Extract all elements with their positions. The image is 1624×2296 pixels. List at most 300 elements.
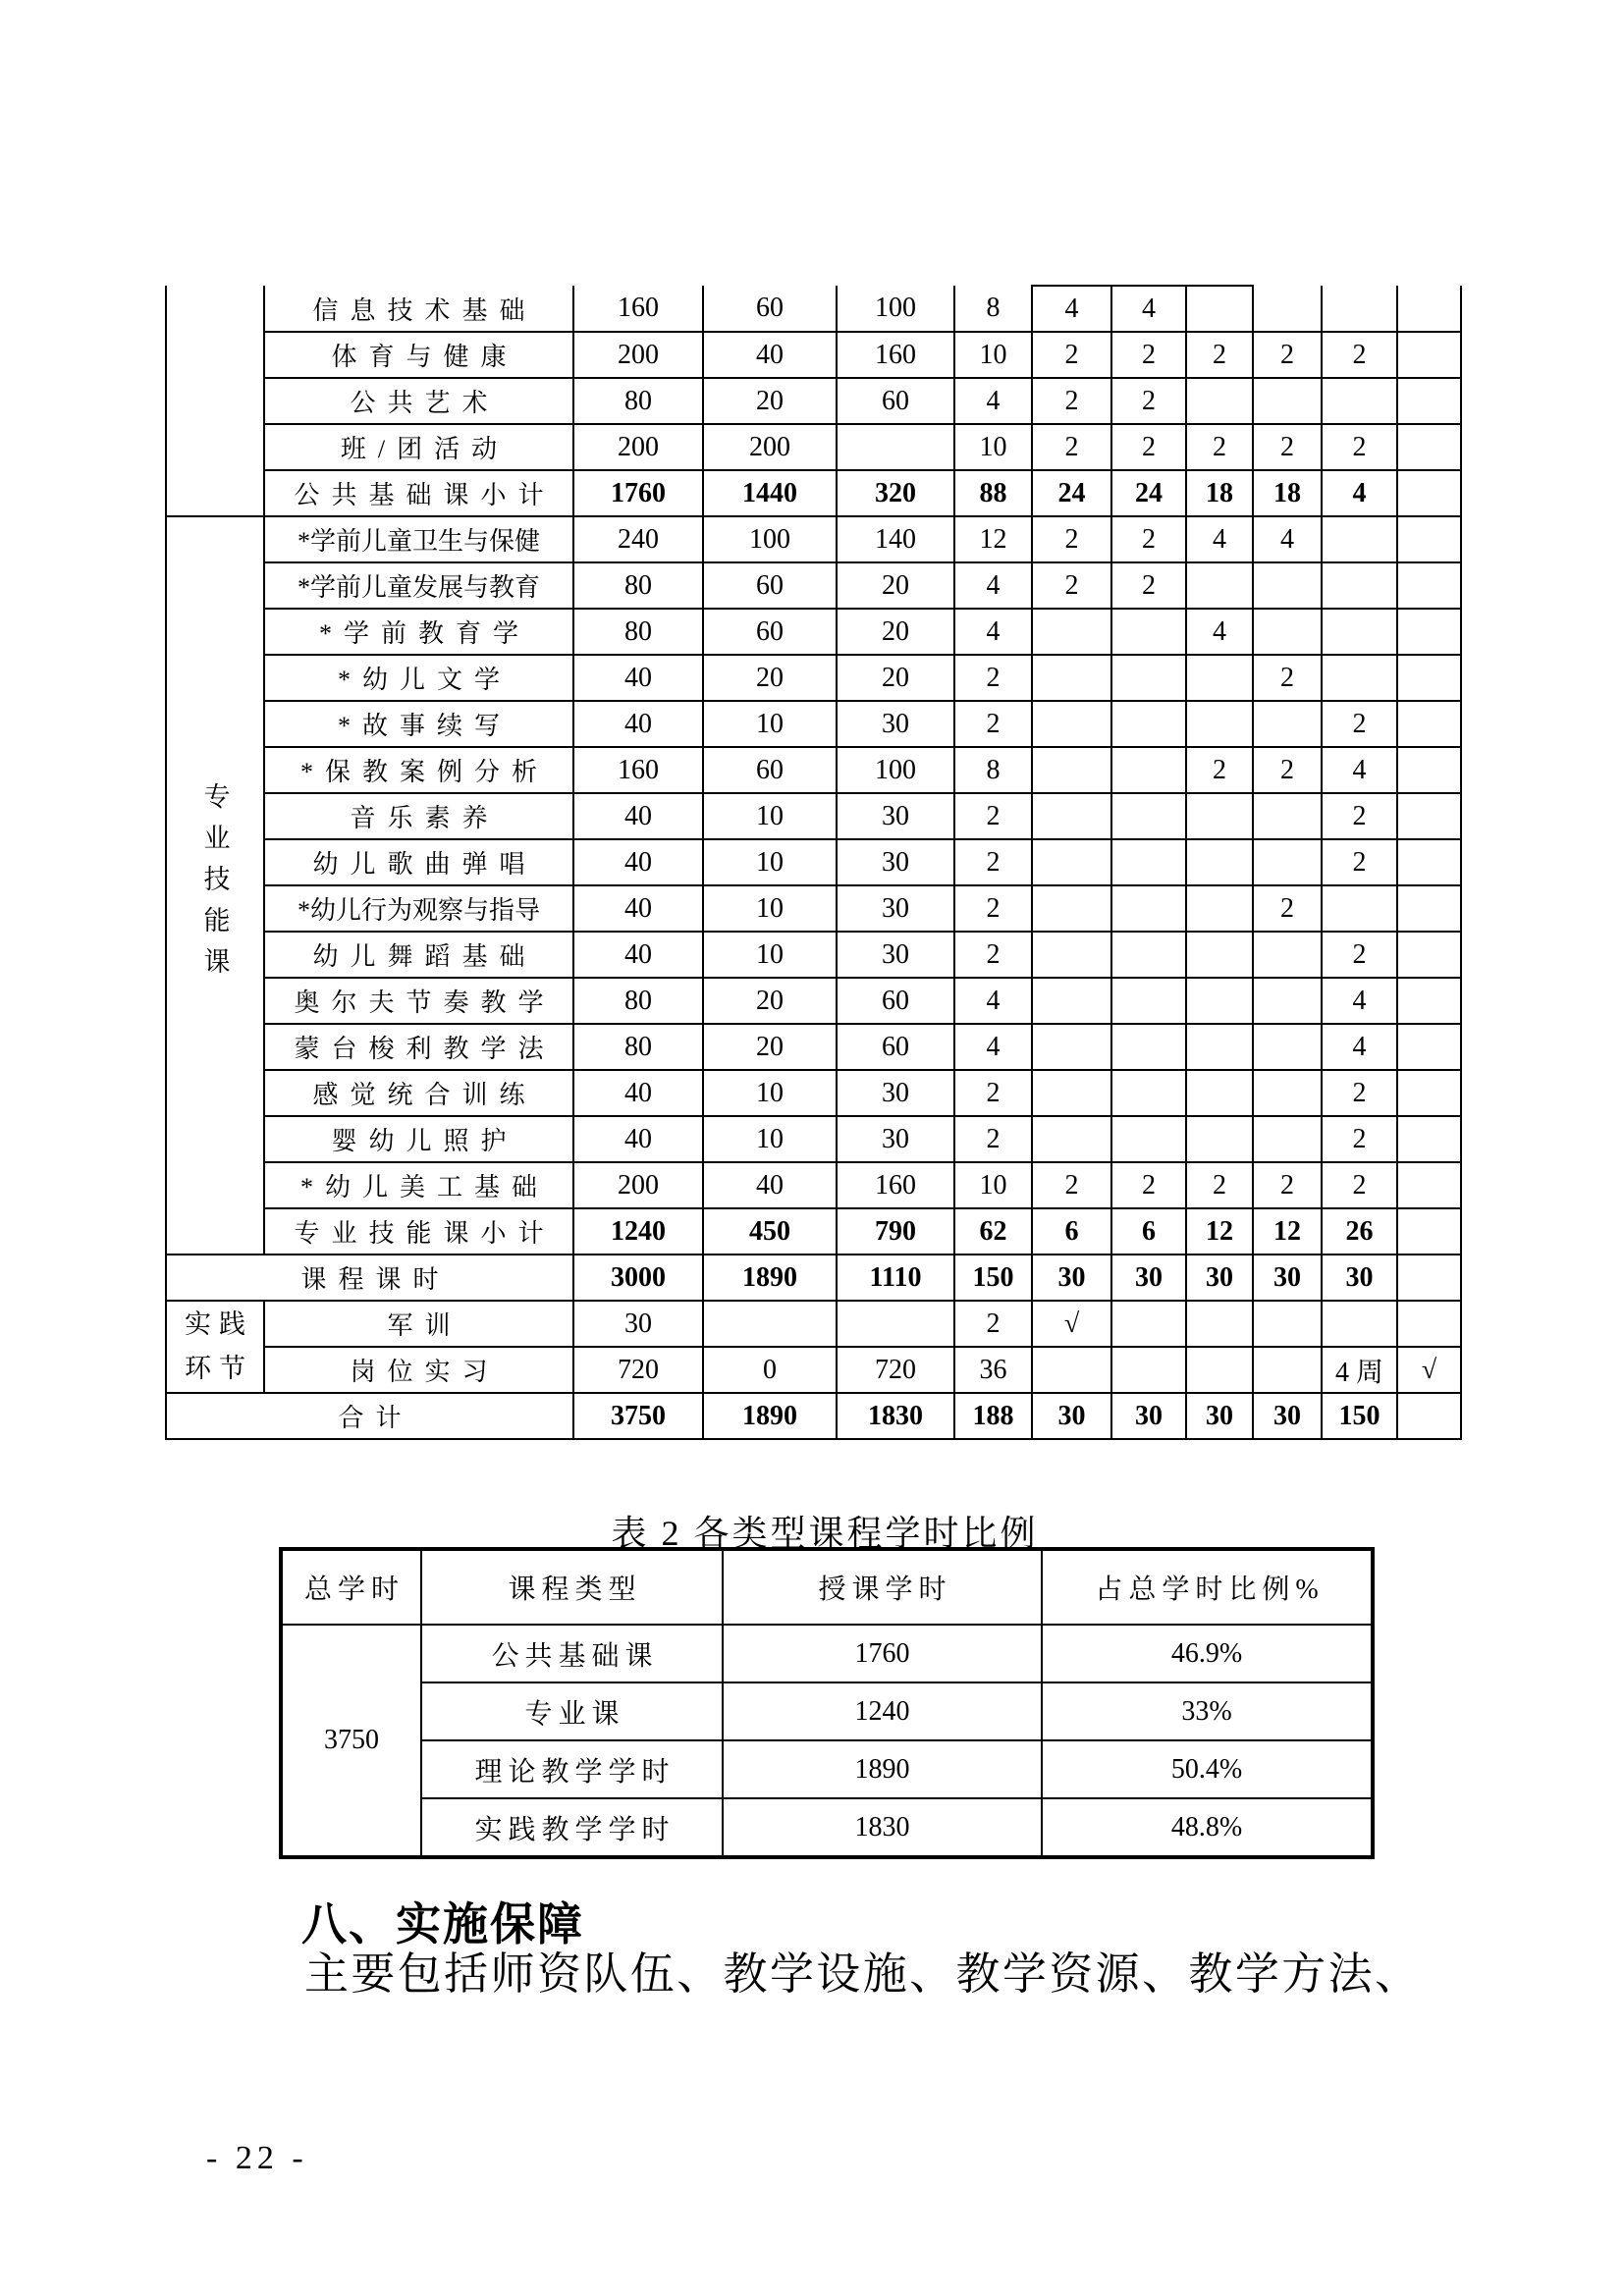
credits-cell: 12 [954, 516, 1032, 562]
semester-4-cell: 12 [1253, 1208, 1322, 1255]
semester-2-cell: 2 [1111, 378, 1186, 424]
percentage-cell: 50.4% [1042, 1740, 1373, 1798]
total-hours-cell: 80 [573, 609, 703, 655]
remark-cell [1397, 932, 1461, 978]
semester-3-cell [1186, 932, 1253, 978]
theory-hours-cell: 10 [703, 1070, 837, 1116]
practice-hours-cell [837, 1301, 954, 1347]
semester-4-cell: 30 [1253, 1255, 1322, 1301]
total-hours-cell: 160 [573, 747, 703, 793]
total-hours-cell: 40 [573, 1070, 703, 1116]
table-row [166, 1208, 1461, 1255]
credits-cell: 2 [954, 701, 1032, 747]
semester-4-cell [1253, 1301, 1322, 1347]
semester-5-cell: 26 [1322, 1208, 1397, 1255]
course-type-cell: 理论教学学时 [421, 1740, 723, 1798]
theory-hours-cell: 10 [703, 839, 837, 885]
semester-1-cell [1032, 885, 1111, 932]
course-name-cell: 专业技能课小计 [264, 1208, 573, 1255]
course-type-cell: 公共基础课 [421, 1625, 723, 1682]
semester-4-cell [1253, 562, 1322, 609]
practice-hours-cell: 720 [837, 1347, 954, 1393]
semester-2-cell [1111, 885, 1186, 932]
semester-3-cell [1186, 701, 1253, 747]
total-hours-cell: 80 [573, 562, 703, 609]
semester-4-cell [1253, 978, 1322, 1024]
semester-2-cell: 2 [1111, 332, 1186, 378]
table-row [166, 701, 1461, 747]
theory-hours-cell: 1890 [703, 1393, 837, 1439]
practice-hours-cell: 1110 [837, 1255, 954, 1301]
remark-cell [1397, 1162, 1461, 1208]
course-name-cell: *幼儿文学 [264, 655, 573, 701]
table-row [166, 885, 1461, 932]
total-hours-cell: 200 [573, 424, 703, 470]
course-name-cell: 幼儿歌曲弹唱 [264, 839, 573, 885]
semester-5-cell [1322, 1301, 1397, 1347]
course-name-cell: 军训 [264, 1301, 573, 1347]
semester-2-cell: 30 [1111, 1255, 1186, 1301]
semester-4-cell: 2 [1253, 1162, 1322, 1208]
semester-2-cell: 2 [1111, 424, 1186, 470]
remark-cell [1397, 562, 1461, 609]
credits-cell: 8 [954, 286, 1032, 332]
semester-5-cell [1322, 516, 1397, 562]
credits-cell: 88 [954, 470, 1032, 516]
curriculum-table [165, 285, 1462, 1440]
semester-2-cell [1111, 1070, 1186, 1116]
semester-5-cell: 4 [1322, 747, 1397, 793]
curriculum-table-wrapper [165, 285, 1462, 1440]
remark-cell [1397, 378, 1461, 424]
remark-cell [1397, 793, 1461, 839]
semester-5-cell: 2 [1322, 839, 1397, 885]
practice-hours-cell: 320 [837, 470, 954, 516]
total-hours-cell: 80 [573, 378, 703, 424]
credits-cell: 62 [954, 1208, 1032, 1255]
practice-hours-cell: 30 [837, 1070, 954, 1116]
table-row [281, 1682, 1373, 1740]
table-row [166, 1024, 1461, 1070]
total-hours-cell: 30 [573, 1301, 703, 1347]
semester-1-cell: 24 [1032, 470, 1111, 516]
credits-cell: 4 [954, 978, 1032, 1024]
table-row [166, 609, 1461, 655]
practice-hours-cell: 20 [837, 609, 954, 655]
semester-5-cell [1322, 609, 1397, 655]
semester-4-cell: 2 [1253, 655, 1322, 701]
course-name-cell: 合计 [166, 1393, 573, 1439]
theory-hours-cell: 20 [703, 978, 837, 1024]
credits-cell: 4 [954, 1024, 1032, 1070]
semester-4-cell: 2 [1253, 424, 1322, 470]
credits-cell: 4 [954, 378, 1032, 424]
table-row [166, 839, 1461, 885]
practice-hours-cell: 30 [837, 701, 954, 747]
category-label: 实践环节 [185, 1309, 253, 1383]
semester-1-cell: 6 [1032, 1208, 1111, 1255]
table-row [166, 470, 1461, 516]
credits-cell: 188 [954, 1393, 1032, 1439]
semester-3-cell [1186, 978, 1253, 1024]
theory-hours-cell: 20 [703, 655, 837, 701]
course-name-cell: 婴幼儿照护 [264, 1116, 573, 1162]
semester-2-cell [1111, 1024, 1186, 1070]
course-name-cell: 公共基础课小计 [264, 470, 573, 516]
credits-cell: 150 [954, 1255, 1032, 1301]
semester-5-cell: 2 [1322, 1162, 1397, 1208]
course-name-cell: *学前儿童卫生与保健 [264, 516, 573, 562]
practice-hours-cell: 30 [837, 793, 954, 839]
table-row [166, 655, 1461, 701]
category-label: 专业技能课 [199, 782, 230, 988]
credits-cell: 4 [954, 609, 1032, 655]
total-hours-cell: 80 [573, 978, 703, 1024]
teaching-hours-cell: 1240 [723, 1682, 1042, 1740]
semester-5-cell: 2 [1322, 332, 1397, 378]
course-name-cell: 感觉统合训练 [264, 1070, 573, 1116]
semester-5-cell: 4 [1322, 1024, 1397, 1070]
semester-2-cell: 4 [1111, 286, 1186, 332]
course-name-cell: *幼儿行为观察与指导 [264, 885, 573, 932]
practice-hours-cell: 20 [837, 655, 954, 701]
remark-cell [1397, 609, 1461, 655]
theory-hours-cell: 20 [703, 1024, 837, 1070]
course-type-cell: 专业课 [421, 1682, 723, 1740]
category-cell [166, 1301, 264, 1393]
semester-4-cell: 2 [1253, 885, 1322, 932]
practice-hours-cell: 30 [837, 885, 954, 932]
semester-2-cell: 24 [1111, 470, 1186, 516]
remark-cell [1397, 885, 1461, 932]
table-row [166, 1347, 1461, 1393]
semester-5-cell [1322, 655, 1397, 701]
semester-4-cell: 30 [1253, 1393, 1322, 1439]
theory-hours-cell: 60 [703, 286, 837, 332]
theory-hours-cell: 10 [703, 1116, 837, 1162]
semester-2-cell [1111, 747, 1186, 793]
table-row [166, 562, 1461, 609]
course-name-cell: 音乐素养 [264, 793, 573, 839]
remark-cell [1397, 1393, 1461, 1439]
credits-cell: 2 [954, 1070, 1032, 1116]
semester-3-cell [1186, 1070, 1253, 1116]
total-hours-cell: 40 [573, 701, 703, 747]
semester-3-cell [1186, 378, 1253, 424]
semester-4-cell: 2 [1253, 747, 1322, 793]
total-hours-cell: 40 [573, 655, 703, 701]
total-hours-cell: 240 [573, 516, 703, 562]
practice-hours-cell: 790 [837, 1208, 954, 1255]
semester-3-cell [1186, 1024, 1253, 1070]
hours-ratio-table [279, 1547, 1375, 1859]
semester-3-cell [1186, 885, 1253, 932]
header-teaching-hours: 授课学时 [723, 1549, 1042, 1625]
semester-2-cell [1111, 978, 1186, 1024]
course-name-cell: *幼儿美工基础 [264, 1162, 573, 1208]
course-name-cell: 幼儿舞蹈基础 [264, 932, 573, 978]
semester-4-cell [1253, 1347, 1322, 1393]
theory-hours-cell: 450 [703, 1208, 837, 1255]
course-name-cell: 公共艺术 [264, 378, 573, 424]
semester-4-cell [1253, 932, 1322, 978]
semester-2-cell: 30 [1111, 1393, 1186, 1439]
semester-4-cell: 18 [1253, 470, 1322, 516]
semester-4-cell [1253, 609, 1322, 655]
remark-cell [1397, 1208, 1461, 1255]
total-hours-cell: 1760 [573, 470, 703, 516]
category-cell [166, 516, 264, 1255]
practice-hours-cell [837, 424, 954, 470]
course-name-cell: 课程课时 [166, 1255, 573, 1301]
total-hours-cell: 40 [573, 885, 703, 932]
remark-cell [1397, 1024, 1461, 1070]
practice-hours-cell: 1830 [837, 1393, 954, 1439]
practice-hours-cell: 20 [837, 562, 954, 609]
theory-hours-cell: 10 [703, 932, 837, 978]
remark-cell [1397, 978, 1461, 1024]
semester-5-cell [1322, 378, 1397, 424]
semester-1-cell [1032, 747, 1111, 793]
semester-1-cell: 4 [1032, 286, 1111, 332]
practice-hours-cell: 30 [837, 839, 954, 885]
remark-cell [1397, 332, 1461, 378]
remark-cell [1397, 1255, 1461, 1301]
semester-4-cell [1253, 701, 1322, 747]
semester-1-cell: 2 [1032, 1162, 1111, 1208]
remark-cell [1397, 1070, 1461, 1116]
theory-hours-cell: 10 [703, 793, 837, 839]
semester-3-cell: 2 [1186, 1162, 1253, 1208]
practice-hours-cell: 140 [837, 516, 954, 562]
semester-4-cell [1253, 286, 1322, 332]
course-name-cell: *保教案例分析 [264, 747, 573, 793]
semester-1-cell [1032, 1024, 1111, 1070]
remark-cell [1397, 701, 1461, 747]
table-row [166, 747, 1461, 793]
credits-cell: 2 [954, 655, 1032, 701]
course-name-cell: 信息技术基础 [264, 286, 573, 332]
semester-1-cell [1032, 978, 1111, 1024]
theory-hours-cell: 0 [703, 1347, 837, 1393]
table-header-row [281, 1549, 1373, 1625]
semester-3-cell [1186, 793, 1253, 839]
semester-3-cell [1186, 1116, 1253, 1162]
theory-hours-cell: 40 [703, 1162, 837, 1208]
course-name-cell: *故事续写 [264, 701, 573, 747]
theory-hours-cell: 100 [703, 516, 837, 562]
practice-hours-cell: 60 [837, 978, 954, 1024]
theory-hours-cell: 20 [703, 378, 837, 424]
credits-cell: 10 [954, 424, 1032, 470]
remark-cell [1397, 1116, 1461, 1162]
table-row [166, 286, 1461, 332]
total-hours-cell: 80 [573, 1024, 703, 1070]
semester-4-cell [1253, 1116, 1322, 1162]
remark-cell [1397, 655, 1461, 701]
semester-3-cell: 4 [1186, 516, 1253, 562]
semester-1-cell [1032, 793, 1111, 839]
total-hours-cell: 40 [573, 932, 703, 978]
semester-5-cell [1322, 286, 1397, 332]
percentage-cell: 33% [1042, 1682, 1373, 1740]
theory-hours-cell: 60 [703, 562, 837, 609]
theory-hours-cell: 10 [703, 701, 837, 747]
semester-3-cell [1186, 1301, 1253, 1347]
semester-3-cell: 4 [1186, 609, 1253, 655]
theory-hours-cell [703, 1301, 837, 1347]
credits-cell: 36 [954, 1347, 1032, 1393]
semester-1-cell [1032, 932, 1111, 978]
teaching-hours-cell: 1830 [723, 1798, 1042, 1857]
header-total-hours: 总学时 [281, 1549, 421, 1625]
semester-2-cell: 2 [1111, 1162, 1186, 1208]
semester-3-cell: 30 [1186, 1255, 1253, 1301]
category-cell [166, 286, 264, 516]
credits-cell: 2 [954, 1301, 1032, 1347]
table-row [281, 1798, 1373, 1857]
table2-title: 表 2 各类型课程学时比例 [611, 1514, 1039, 1553]
semester-2-cell [1111, 1347, 1186, 1393]
table-row [166, 932, 1461, 978]
semester-3-cell: 2 [1186, 424, 1253, 470]
semester-1-cell [1032, 609, 1111, 655]
total-hours-cell: 200 [573, 332, 703, 378]
semester-3-cell: 18 [1186, 470, 1253, 516]
credits-cell: 2 [954, 885, 1032, 932]
course-name-cell: 岗位实习 [264, 1347, 573, 1393]
remark-cell [1397, 747, 1461, 793]
table-row [166, 1070, 1461, 1116]
course-name-cell: 班/团活动 [264, 424, 573, 470]
semester-3-cell [1186, 655, 1253, 701]
semester-5-cell: 2 [1322, 793, 1397, 839]
semester-2-cell [1111, 932, 1186, 978]
semester-1-cell [1032, 1070, 1111, 1116]
semester-3-cell: 2 [1186, 332, 1253, 378]
remark-cell [1397, 424, 1461, 470]
semester-4-cell [1253, 839, 1322, 885]
theory-hours-cell: 10 [703, 885, 837, 932]
course-name-cell: 蒙台梭利教学法 [264, 1024, 573, 1070]
semester-5-cell: 2 [1322, 701, 1397, 747]
semester-2-cell: 2 [1111, 562, 1186, 609]
semester-5-cell: 2 [1322, 932, 1397, 978]
semester-3-cell: 30 [1186, 1393, 1253, 1439]
semester-1-cell: 2 [1032, 516, 1111, 562]
total-hours-cell: 200 [573, 1162, 703, 1208]
header-course-type: 课程类型 [421, 1549, 723, 1625]
semester-2-cell [1111, 1301, 1186, 1347]
section-heading: 八、实施保障 [301, 1898, 584, 1949]
total-hours-cell: 160 [573, 286, 703, 332]
remark-cell [1397, 839, 1461, 885]
semester-5-cell: 2 [1322, 1070, 1397, 1116]
semester-1-cell [1032, 1116, 1111, 1162]
semester-1-cell: 30 [1032, 1393, 1111, 1439]
theory-hours-cell: 1440 [703, 470, 837, 516]
semester-5-cell [1322, 885, 1397, 932]
practice-hours-cell: 100 [837, 286, 954, 332]
credits-cell: 2 [954, 1116, 1032, 1162]
semester-1-cell: 2 [1032, 424, 1111, 470]
table-row [166, 1301, 1461, 1347]
table-row [166, 1255, 1461, 1301]
semester-5-cell: 4 [1322, 470, 1397, 516]
remark-cell [1397, 1301, 1461, 1347]
table-row [166, 1162, 1461, 1208]
semester-2-cell: 2 [1111, 516, 1186, 562]
total-hours-merged-cell: 3750 [281, 1625, 421, 1857]
practice-hours-cell: 30 [837, 1116, 954, 1162]
course-name-cell: *学前儿童发展与教育 [264, 562, 573, 609]
hours-ratio-table-wrapper [279, 1547, 1375, 1859]
remark-cell [1397, 286, 1461, 332]
total-hours-cell: 1240 [573, 1208, 703, 1255]
total-hours-cell: 40 [573, 793, 703, 839]
practice-hours-cell: 30 [837, 932, 954, 978]
table-row [281, 1625, 1373, 1682]
semester-4-cell [1253, 793, 1322, 839]
theory-hours-cell: 60 [703, 609, 837, 655]
practice-hours-cell: 60 [837, 378, 954, 424]
semester-4-cell [1253, 1070, 1322, 1116]
credits-cell: 2 [954, 793, 1032, 839]
semester-5-cell [1322, 562, 1397, 609]
page-number: - 22 - [206, 2140, 308, 2176]
percentage-cell: 48.8% [1042, 1798, 1373, 1857]
table-row [166, 332, 1461, 378]
teaching-hours-cell: 1760 [723, 1625, 1042, 1682]
course-type-cell: 实践教学学时 [421, 1798, 723, 1857]
semester-1-cell [1032, 839, 1111, 885]
credits-cell: 8 [954, 747, 1032, 793]
table-row [166, 1393, 1461, 1439]
theory-hours-cell: 40 [703, 332, 837, 378]
semester-1-cell: 30 [1032, 1255, 1111, 1301]
semester-1-cell: √ [1032, 1301, 1111, 1347]
semester-5-cell: 150 [1322, 1393, 1397, 1439]
theory-hours-cell: 200 [703, 424, 837, 470]
semester-5-cell: 2 [1322, 1116, 1397, 1162]
semester-5-cell: 2 [1322, 424, 1397, 470]
total-hours-cell: 720 [573, 1347, 703, 1393]
practice-hours-cell: 160 [837, 332, 954, 378]
theory-hours-cell: 60 [703, 747, 837, 793]
semester-2-cell [1111, 793, 1186, 839]
semester-1-cell [1032, 1347, 1111, 1393]
semester-5-cell: 4 [1322, 978, 1397, 1024]
semester-5-cell: 30 [1322, 1255, 1397, 1301]
percentage-cell: 46.9% [1042, 1625, 1373, 1682]
table-row [166, 424, 1461, 470]
total-hours-cell: 3750 [573, 1393, 703, 1439]
credits-cell: 2 [954, 932, 1032, 978]
teaching-hours-cell: 1890 [723, 1740, 1042, 1798]
semester-4-cell [1253, 1024, 1322, 1070]
table-row [166, 516, 1461, 562]
semester-2-cell [1111, 1116, 1186, 1162]
semester-3-cell: 2 [1186, 747, 1253, 793]
semester-2-cell [1111, 839, 1186, 885]
semester-1-cell [1032, 701, 1111, 747]
total-hours-cell: 3000 [573, 1255, 703, 1301]
semester-1-cell: 2 [1032, 562, 1111, 609]
semester-4-cell [1253, 378, 1322, 424]
remark-cell [1397, 516, 1461, 562]
semester-3-cell [1186, 286, 1253, 332]
semester-1-cell [1032, 655, 1111, 701]
